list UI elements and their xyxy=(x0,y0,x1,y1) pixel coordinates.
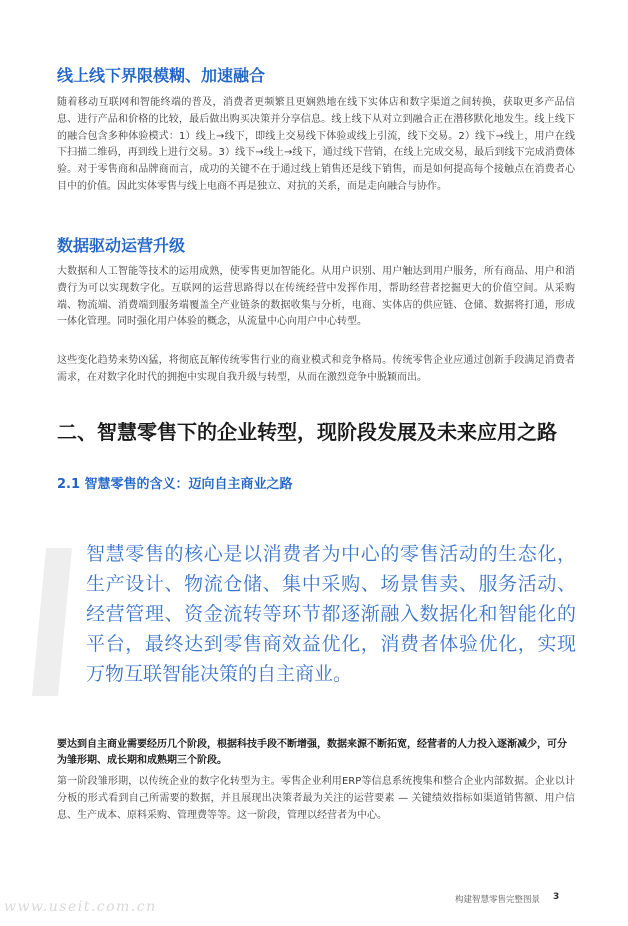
chapter-heading: 二、智慧零售下的企业转型，现阶段发展及未来应用之路 xyxy=(57,420,557,444)
stages-intro: 要达到自主商业需要经历几个阶段，根据科技手段不断增强，数据来源不断拓宽，经营者的人力投入逐渐减少，可分为雏形期、成长期和成熟期三个阶段。 xyxy=(57,739,567,767)
page-number: 3 xyxy=(553,892,560,902)
section-heading-data-driven: 数据驱动运营升级 xyxy=(57,236,186,255)
footer-watermark: www.useit.com.cn xyxy=(4,899,157,915)
paragraph-stage-one: 第一阶段雏形期，以传统企业的数字化转型为主。零售企业利用ERP等信息系统搜集和整合企业内部数据。企业以计分板的形式看到自己所需要的数据，并且展现出决策者最为关注的运营要素 — 关键绩效指标如渠道销售额、用户信息、生产成本、原料采购、管理费等等。这一阶段，管理以经营者为中心。 xyxy=(57,776,575,821)
paragraph-data-driven: 大数据和人工智能等技术的运用成熟，使零售更加智能化。从用户识别、用户触达到用户服务，所有商品、用户和消费行为可以实现数字化。互联网的运营思路得以在传统经营中发挥作用，帮助经营者挖掘更大的价值空间。从采购端、物流端、消费端到服务端覆盖全产业链条的数据收集与分析，电商、实体店的供应链、仓储、数据将打通，形成一体化管理。同时强化用户体验的概念，从流量中心向用户中心转型。 xyxy=(57,266,575,328)
paragraph-online-offline: 随着移动互联网和智能终端的普及，消费者更频繁且更娴熟地在线下实体店和数字渠道之间转换，获取更多产品信息、进行产品和价格的比较，最后做出购买决策并分享信息。线上线下从对立到融合正在潜移默化地发生。线上线下的融合包含多种体验模式：1）线上→线下，即线上交易线下体验或线上引流，线下交易。2）线下→线上，用户在线下扫描二维码，再到线上进行交易。3）线下→线上→线下，通过线下营销，在线上完成交易，最后到线下完成消费体验。对于零售商和品牌商而言，成功的关键不在于通过线上销售还是线下销售，而是如何提高每个接触点在消费者心目中的价值。因此实体零售与线上电商不再是独立、对抗的关系，而是走向融合与协作。 xyxy=(57,97,575,192)
footer-title: 构建智慧零售完整图景 xyxy=(454,895,540,905)
paragraph-trends: 这些变化趋势来势凶猛，将彻底瓦解传统零售行业的商业模式和竞争格局。传统零售企业应通过创新手段满足消费者需求，在对数字化时代的拥抱中实现自我升级与转型，从而在激烈竞争中脱颖而出。 xyxy=(57,355,575,383)
subsection-heading: 2.1 智慧零售的含义：迈向自主商业之路 xyxy=(57,477,293,492)
pull-quote: 智慧零售的核心是以消费者为中心的零售活动的生态化，生产设计、物流仓储、集中采购、场景售卖、服务活动、经营管理、资金流转等环节都逐渐融入数据化和智能化的平台，最终达到零售商效益优化，消费者体验优化，实现万物互联智能决策的自主商业。 xyxy=(86,543,576,685)
quote-mark-icon xyxy=(32,548,72,696)
section-heading-online-offline: 线上线下界限模糊、加速融合 xyxy=(57,66,266,85)
